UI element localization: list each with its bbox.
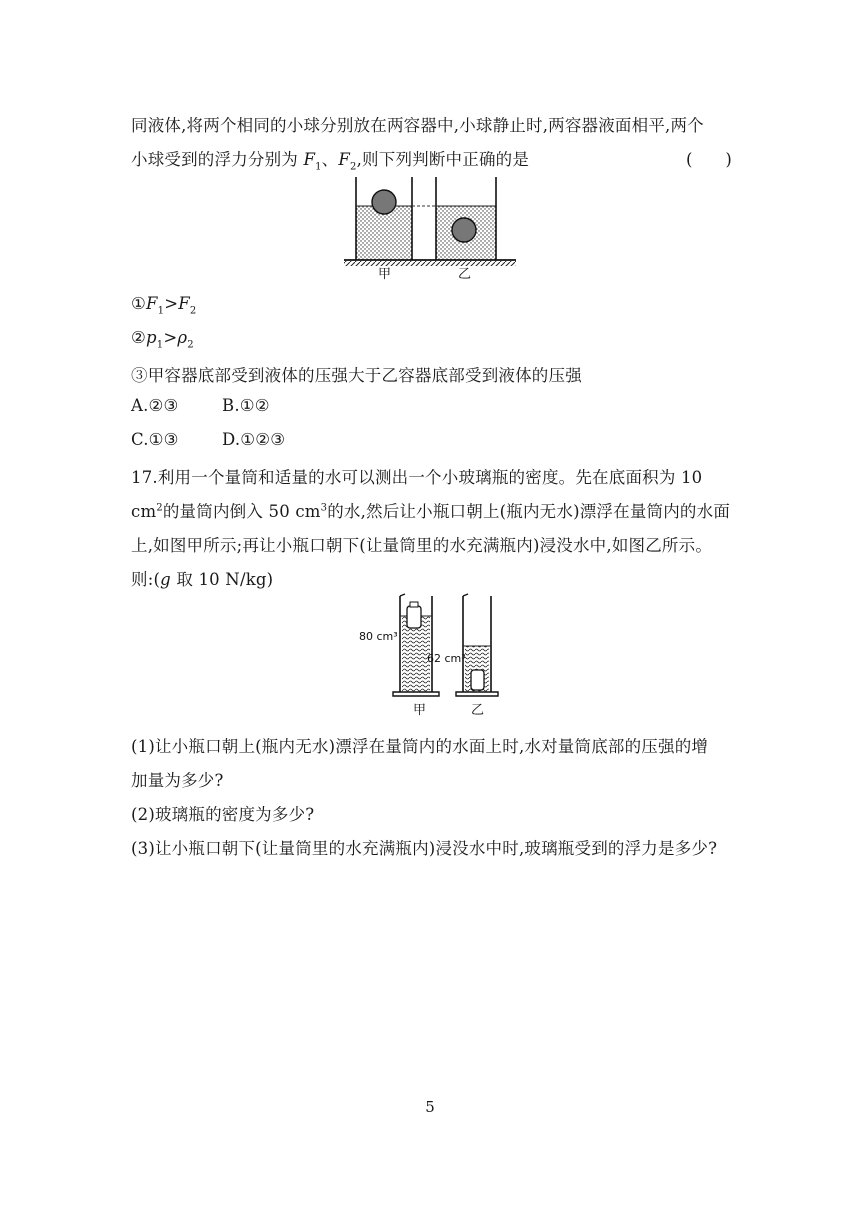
q17-text-line1: 17.利用一个量筒和适量的水可以测出一个小玻璃瓶的密度。先在底面积为 10	[131, 468, 703, 487]
label-jia-17: 甲	[413, 703, 427, 718]
sub-question-1-line1: (1)让小瓶口朝上(瓶内无水)漂浮在量筒内的水面上时,水对量筒底部的压强的增	[131, 737, 709, 756]
label-jia: 甲	[378, 267, 392, 282]
q17-text-line4: 则:(g 取 10 N/kg)	[131, 570, 274, 589]
container-jia	[356, 177, 412, 260]
cylinder-yi	[456, 594, 498, 696]
ball-jia	[372, 190, 396, 214]
ball-yi	[452, 218, 476, 242]
volume-label-jia: 80 cm³	[359, 630, 398, 643]
label-yi: 乙	[458, 267, 472, 282]
sub-question-3: (3)让小瓶口朝下(让量筒里的水充满瓶内)浸没水中时,玻璃瓶受到的浮力是多少?	[131, 839, 718, 858]
bottle-yi	[471, 670, 484, 690]
option-d: D.①②③	[222, 430, 286, 449]
option-c: C.①③	[131, 430, 179, 449]
q17-text-line2: $cm^2$的量筒内倒入 50 $cm^3$的水,然后让小瓶口朝上(瓶内无水)漂浮在量筒内的水面	[131, 502, 731, 521]
page-number: 5	[425, 1098, 435, 1116]
statement-3: ③甲容器底部受到液体的压强大于乙容器底部受到液体的压强	[131, 366, 582, 385]
container-yi	[436, 177, 496, 260]
graduated-cylinders-figure	[355, 592, 515, 722]
label-yi-17: 乙	[471, 703, 485, 718]
cylinder-jia	[393, 594, 439, 696]
option-b: B.①②	[222, 396, 270, 415]
q16-text-line1: 同液体,将两个相同的小球分别放在两容器中,小球静止时,两容器液面相平,两个	[131, 116, 704, 135]
statement-1: $①F_1>F_2$	[131, 294, 197, 317]
two-containers-figure	[340, 172, 520, 284]
q17-text-line3: 上,如图甲所示;再让小瓶口朝下(让量筒里的水充满瓶内)浸没水中,如图乙所示。	[131, 536, 713, 555]
answer-bracket: ( )	[686, 150, 732, 169]
sub-question-2: (2)玻璃瓶的密度为多少?	[131, 805, 315, 824]
sub-question-1-line2: 加量为多少?	[131, 771, 224, 790]
bottle-jia	[407, 606, 421, 628]
statement-2: $②p_1>\rho_2$	[131, 328, 194, 351]
volume-label-yi: 62 cm³	[427, 652, 466, 665]
option-a: A.②③	[131, 396, 179, 415]
q16-text-line2: 小球受到的浮力分别为 $F_1$、$F_2$,则下列判断中正确的是	[131, 150, 530, 173]
